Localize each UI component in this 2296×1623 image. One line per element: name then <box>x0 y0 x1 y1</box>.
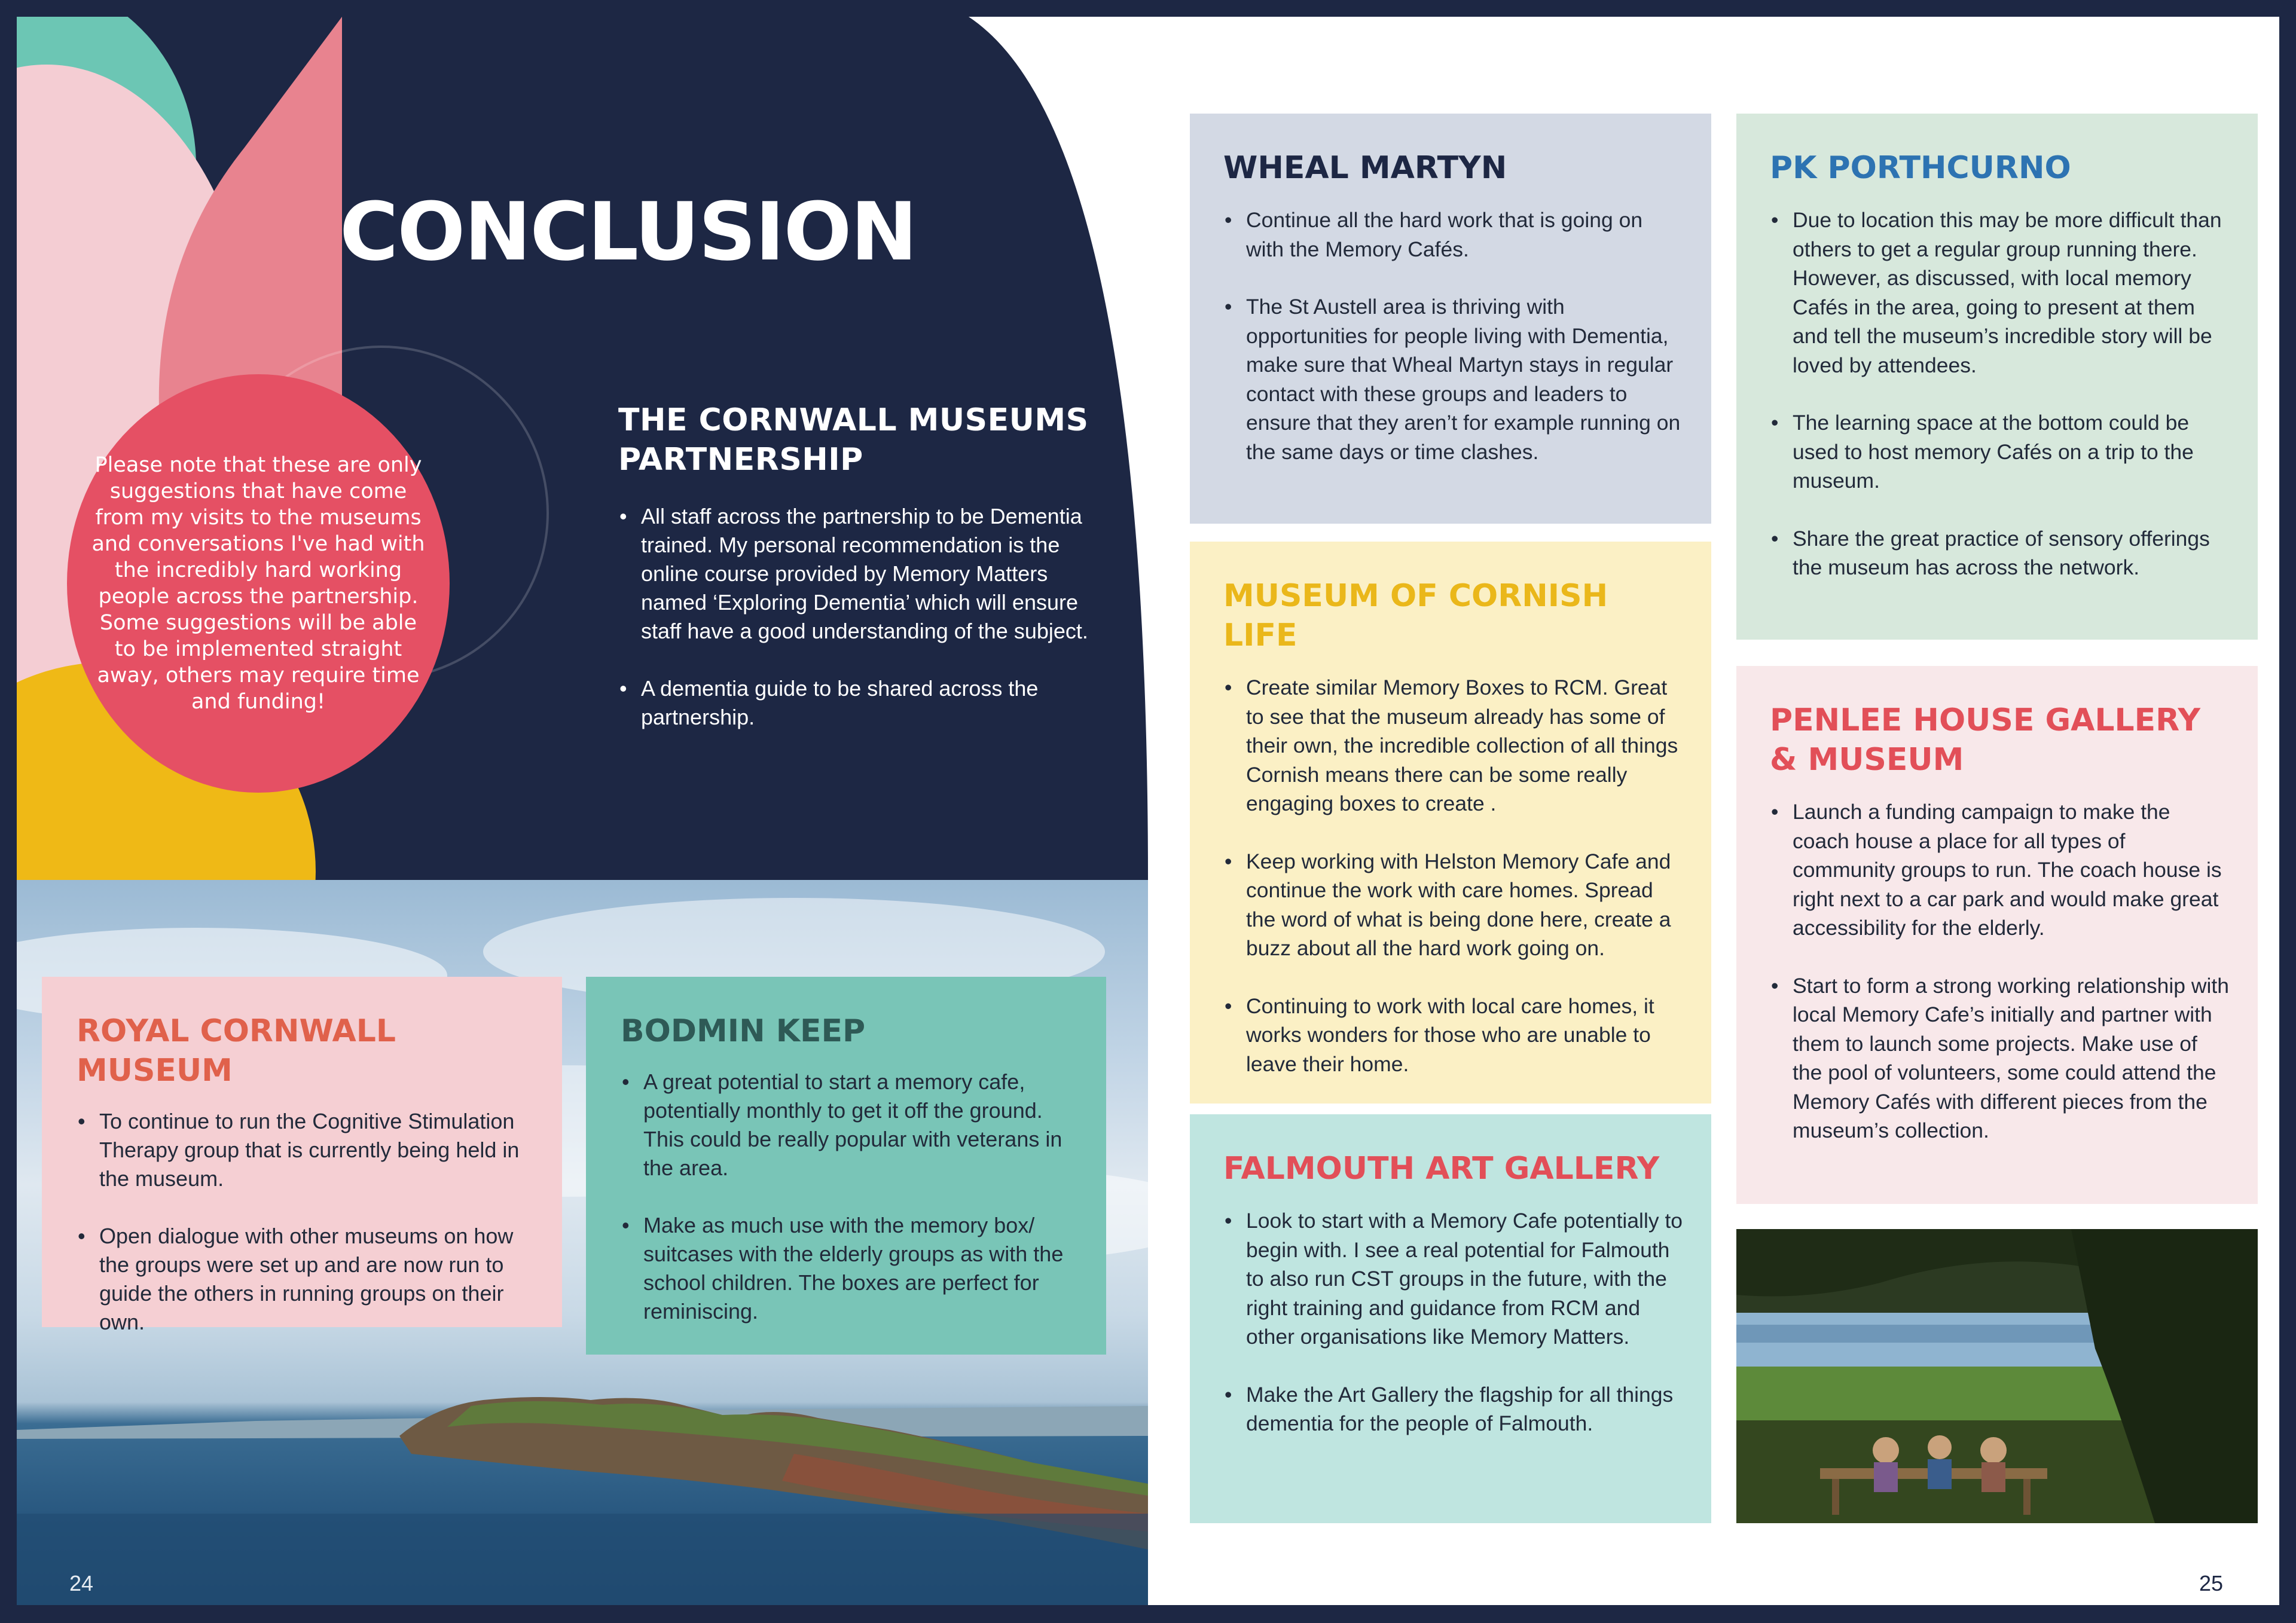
bullet-item: • Make the Art Gallery the flagship for all things dementia for the people of Falmouth. <box>1223 1380 1685 1438</box>
card-bullets <box>1223 1206 1685 1438</box>
penlee-house-card <box>1736 666 2258 1204</box>
pk-porthcurno-card <box>1736 114 2258 640</box>
right-page <box>1148 17 2279 1605</box>
royal-cornwall-museum-card <box>42 977 562 1334</box>
wheal-martyn-card <box>1190 114 1711 524</box>
bullet-item: • The St Austell area is thriving with opportunities for people living with Dementia, make sure that Wheal Martyn stays in regular contact with these groups and leaders to ensure that they aren’t for example running on the same days or time clashes. <box>1223 292 1685 466</box>
note-circle <box>67 374 450 793</box>
bullet-item: • Open dialogue with other museums on how the groups were set up and are now run to guide the others in running groups on their own. <box>77 1222 532 1337</box>
card-heading: MUSEUM OF CORNISH LIFE <box>1223 578 1608 653</box>
bullet-item: • Launch a funding campaign to make the coach house a place for all types of community groups to run. The coach house is right next to a car park and would make great accessibility for the elderly. <box>1770 797 2231 943</box>
bullet-item: • Make as much use with the memory box/ suitcases with the elderly groups as with the school children. The boxes are perfect for reminiscing. <box>621 1211 1076 1326</box>
card-bullets <box>1770 797 2231 1145</box>
card-bullets <box>1770 206 2231 582</box>
bullet-item: • Due to location this may be more difficult than others to get a regular group running there. However, as discussed, with local memory Cafés in the area, going to present at them and tell the museum’s incredible story will be loved by attendees. <box>1770 206 2231 380</box>
garden-illustration <box>1736 1229 2258 1523</box>
card-heading: FALMOUTH ART GALLERY <box>1223 1151 1660 1187</box>
bullet-item: • To continue to run the Cognitive Stimulation Therapy group that is currently being held in the museum. <box>77 1107 532 1193</box>
card-bullets <box>1223 206 1685 466</box>
page-title: CONCLUSION <box>340 185 917 279</box>
bullet-item: • All staff across the partnership to be Dementia trained. My personal recommendation is the online course provided by Memory Matters named ‘Exploring Dementia’ which will ensure staff have a good understanding of the subject. <box>618 502 1115 646</box>
bullet-item: • Continuing to work with local care homes, it works wonders for those who are unable to leave their home. <box>1223 992 1685 1079</box>
partnership-heading: THE CORNWALL MUSEUMS PARTNERSHIP <box>618 402 1089 478</box>
card-heading: WHEAL MARTYN <box>1223 150 1507 186</box>
page-number-right: 25 <box>2199 1571 2224 1596</box>
bodmin-keep-card <box>586 977 1106 1355</box>
bullet-item: • Share the great practice of sensory offerings the museum has across the network. <box>1770 524 2231 582</box>
bullet-item: • A dementia guide to be shared across the partnership. <box>618 674 1115 732</box>
card-heading: ROYAL CORNWALL MUSEUM <box>77 1013 396 1089</box>
museum-of-cornish-life-card <box>1190 542 1711 1104</box>
bullet-item: • Keep working with Helston Memory Cafe and continue the work with care homes. Spread the word of what is being done here, create a buzz about all the hard work going on. <box>1223 847 1685 963</box>
card-heading: PENLEE HOUSE GALLERY & MUSEUM <box>1770 702 2201 778</box>
bullet-item: • Continue all the hard work that is going on with the Memory Cafés. <box>1223 206 1685 264</box>
note-text: Please note that these are only suggestions that have come from my visits to the museums and conversations I've had with the incredibly hard working people across the partnership. Some suggestions will be able to be implemented straight away, others may require time and funding! <box>91 453 425 714</box>
card-bullets <box>621 1068 1076 1326</box>
bullet-item: • The learning space at the bottom could be used to host memory Cafés on a trip to the museum. <box>1770 408 2231 496</box>
garden-photo <box>1736 1229 2258 1523</box>
curved-panel-edge <box>969 17 1148 884</box>
card-heading: BODMIN KEEP <box>621 1013 866 1049</box>
bullet-item: • Create similar Memory Boxes to RCM. Great to see that the museum already has some of their own, the incredible collection of all things Cornish means there can be some really engaging boxes to create . <box>1223 673 1685 818</box>
bullet-item: • Start to form a strong working relationship with local Memory Cafe’s initially and partner with them to launch some projects. Make use of the pool of volunteers, some could attend the Memory Cafés with different pieces from the museum’s collection. <box>1770 971 2231 1145</box>
card-heading: PK PORTHCURNO <box>1770 150 2071 186</box>
card-bullets <box>1223 673 1685 1078</box>
falmouth-art-gallery-card <box>1190 1114 1711 1523</box>
bullet-item: • A great potential to start a memory cafe, potentially monthly to get it off the ground. This could be really popular with veterans in the area. <box>621 1068 1076 1182</box>
page-number-left: 24 <box>69 1571 94 1596</box>
card-bullets <box>77 1107 532 1337</box>
bullet-item: • Look to start with a Memory Cafe potentially to begin with. I see a real potential for Falmouth to also run CST groups in the future, with the right training and guidance from RCM and other organisations like Memory Matters. <box>1223 1206 1685 1352</box>
